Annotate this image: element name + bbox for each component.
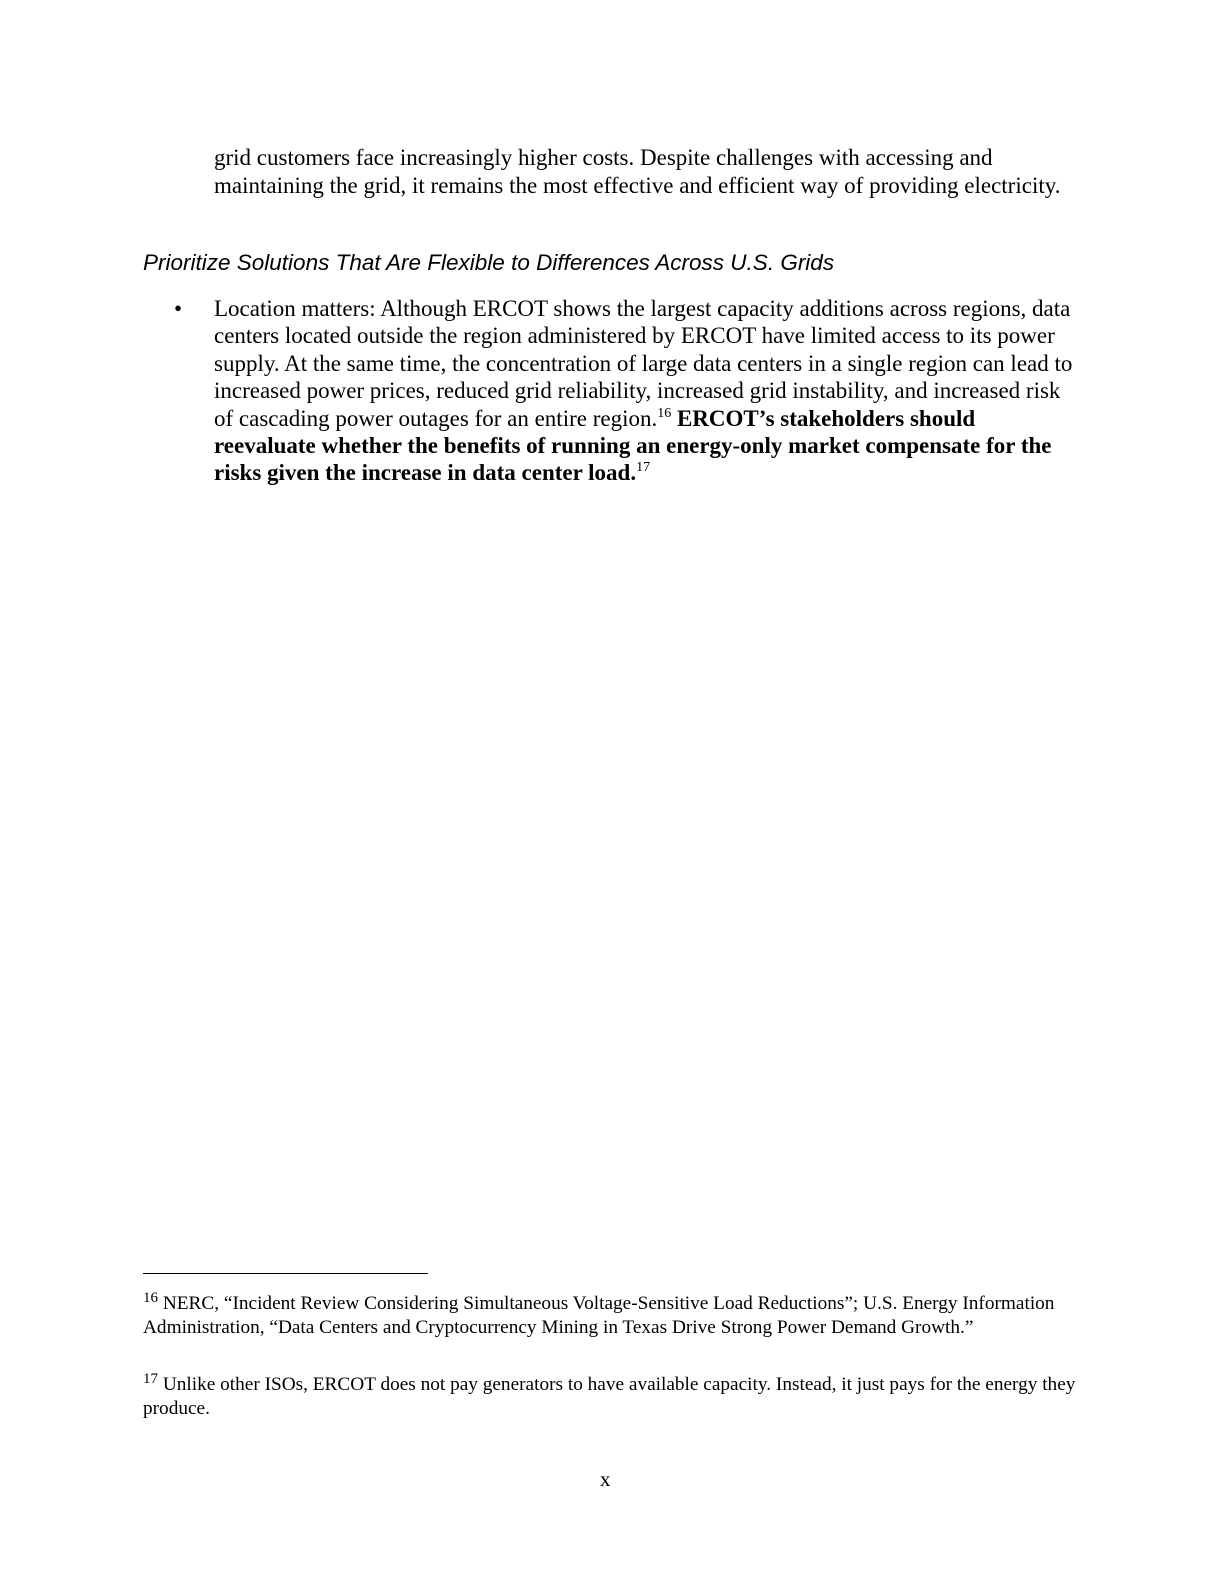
bullet-recommendation: ERCOT’s stakeholders should reevaluate whether the benefits of running an energy-only market compensate for the risks given the increase in data center load.: [214, 405, 1052, 486]
footnote-number: 16: [143, 1290, 158, 1306]
section-heading: Prioritize Solutions That Are Flexible to Differences Across U.S. Grids: [143, 250, 835, 275]
footnote-text: NERC, “Incident Review Considering Simultaneous Voltage-Sensitive Load Reductions”; U.S. Energy Information Administration, “Data Centers and Cryptocurrency Mining in Texas Drive Strong Power Demand Growth.”: [143, 1293, 1055, 1338]
page-number: x: [600, 1467, 611, 1491]
bullet-text: Location matters: Although ERCOT shows the largest capacity additions across regions, data centers located outside the region administered by ERCOT have limited access to its power supply. At the same time, the concentration of large data centers in a single region can lead to increased power prices, reduced grid reliability, increased grid instability, and increased risk of cascading power outages for an entire region.: [214, 296, 1073, 431]
footnote-text: Unlike other ISOs, ERCOT does not pay generators to have available capacity. Instead, it just pays for the energy they produce.: [143, 1374, 1076, 1419]
footnote-ref-17[interactable]: 17: [636, 460, 651, 476]
bullet-item: [214, 295, 1074, 487]
bullet-marker: •: [174, 296, 183, 321]
footnote-number: 17: [143, 1371, 158, 1387]
footnote-17: [143, 1373, 1078, 1421]
continued-paragraph: grid customers face increasingly higher costs. Despite challenges with accessing and maintaining the grid, it remains the most effective and efficient way of providing electricity.: [214, 145, 1061, 198]
footnote-ref-16[interactable]: 16: [657, 405, 672, 421]
footnote-separator: [143, 1273, 428, 1274]
footnote-16: [143, 1292, 1078, 1340]
